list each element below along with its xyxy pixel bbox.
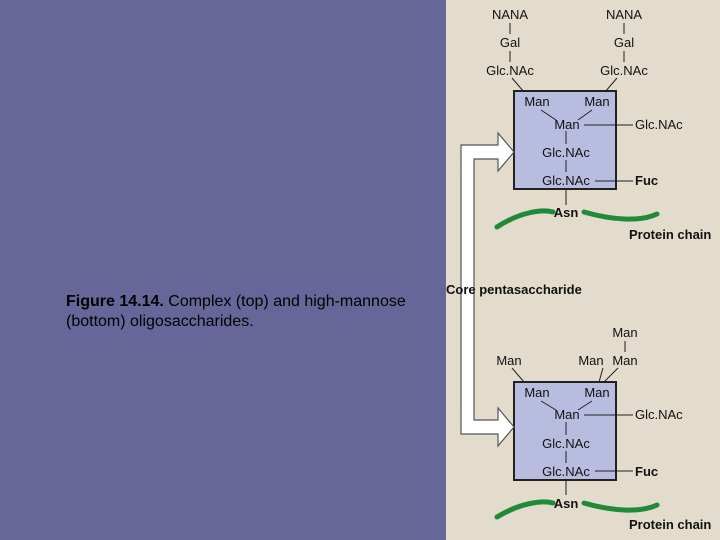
bottom-man-top: Man [612,325,638,340]
top-gal-right: Gal [613,35,635,50]
bottom-man-right: Man [584,385,610,400]
bottom-asn: Asn [553,496,579,511]
top-glcnac-2: Glc.NAc [542,173,590,188]
protein-chain-bottom-right [584,503,657,510]
top-glcnac-branch-right: Glc.NAc [600,63,648,78]
bottom-man-center: Man [554,407,580,422]
top-asn: Asn [553,205,579,220]
bottom-man-mid: Man [578,353,604,368]
bottom-man-left: Man [524,385,550,400]
protein-chain-top-left [497,211,553,227]
core-pentasaccharide-label: Core pentasaccharide [446,282,582,297]
bottom-man-outer-right: Man [612,353,638,368]
bottom-glcnac-1: Glc.NAc [542,436,590,451]
figure-label: Figure 14.14. [66,293,164,310]
top-gal-left: Gal [499,35,521,50]
caption-text: Complex (top) and high-mannose (bottom) oligosaccharides. [66,293,406,330]
top-nana-right: NANA [605,7,643,22]
top-glcnac-1: Glc.NAc [542,145,590,160]
bottom-glcnac-2: Glc.NAc [542,464,590,479]
top-glcnac-side: Glc.NAc [635,117,683,132]
bottom-man-outer-left: Man [496,353,522,368]
bottom-fuc: Fuc [635,464,659,479]
protein-chain-bottom-left [497,502,553,517]
bottom-glcnac-side: Glc.NAc [635,407,683,422]
top-man-center: Man [554,117,580,132]
bottom-protein-chain: Protein chain [629,517,712,532]
top-glcnac-branch-left: Glc.NAc [486,63,534,78]
top-protein-chain: Protein chain [629,227,712,242]
top-nana-left: NANA [491,7,529,22]
top-man-left: Man [524,94,550,109]
top-fuc: Fuc [635,173,659,188]
top-man-right: Man [584,94,610,109]
protein-chain-top-right [584,212,657,219]
